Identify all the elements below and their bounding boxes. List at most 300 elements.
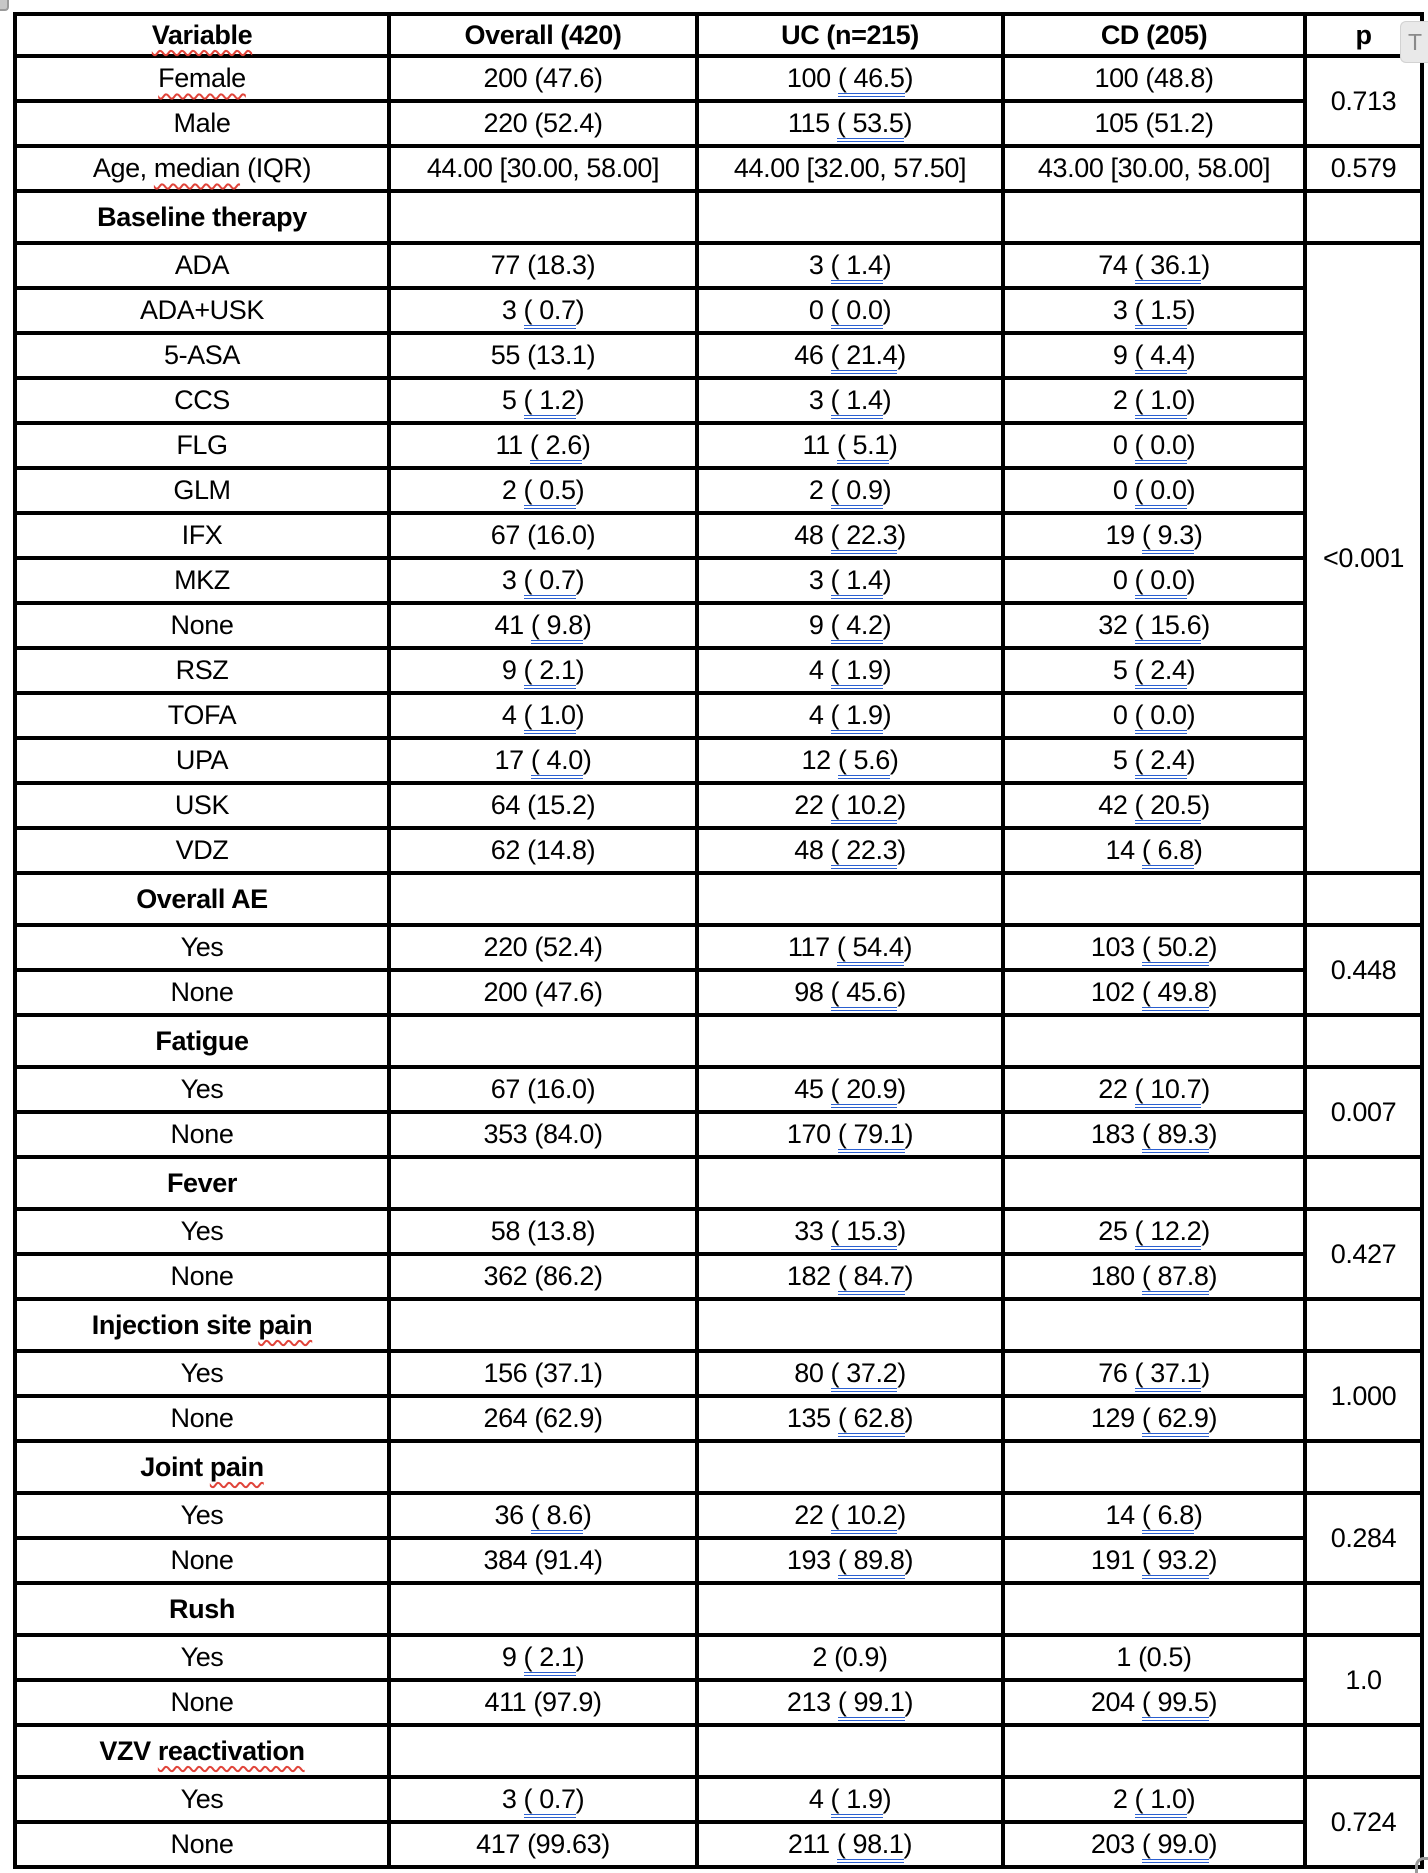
cell-overall: 220 (52.4) (389, 925, 697, 970)
cell-cd: 43.00 [30.00, 58.00] (1003, 146, 1305, 191)
cell-p-value: 0.579 (1305, 146, 1422, 191)
column-header: CD (205) (1003, 14, 1305, 56)
cell-p-value: 0.284 (1305, 1493, 1422, 1583)
table-row (15, 603, 1422, 648)
cell-overall: 9 ( 2.1) (389, 1635, 697, 1680)
cell-p-value (1305, 1725, 1422, 1777)
cell-overall: 55 (13.1) (389, 333, 697, 378)
grammar-underline: ( 1.5 (1135, 295, 1187, 329)
cell-cd (1003, 191, 1305, 243)
section-row (15, 191, 1422, 243)
cell-overall: 200 (47.6) (389, 56, 697, 101)
cell-overall: 3 ( 0.7) (389, 558, 697, 603)
row-label: Yes (15, 1493, 389, 1538)
grammar-underline: ( 1.9 (831, 1784, 883, 1818)
cell-cd: 105 (51.2) (1003, 101, 1305, 146)
section-label: Injection site pain (15, 1299, 389, 1351)
table-row (15, 1254, 1422, 1299)
section-row (15, 1441, 1422, 1493)
cell-uc: 98 ( 45.6) (697, 970, 1003, 1015)
column-header: p (1305, 14, 1422, 56)
grammar-underline: ( 22.3 (831, 520, 898, 554)
cell-uc: 12 ( 5.6) (697, 738, 1003, 783)
cell-uc: 182 ( 84.7) (697, 1254, 1003, 1299)
table-row (15, 1822, 1422, 1867)
cell-uc: 2 (0.9) (697, 1635, 1003, 1680)
section-row (15, 1583, 1422, 1635)
cell-overall (389, 873, 697, 925)
grammar-underline: ( 0.7 (524, 1784, 576, 1818)
cell-cd: 2 ( 1.0) (1003, 378, 1305, 423)
cell-uc (697, 191, 1003, 243)
cell-overall: 417 (99.63) (389, 1822, 697, 1867)
row-label: UPA (15, 738, 389, 783)
table-row (15, 738, 1422, 783)
table-row (15, 925, 1422, 970)
cell-uc: 2 ( 0.9) (697, 468, 1003, 513)
table-row (15, 513, 1422, 558)
row-label: Yes (15, 1351, 389, 1396)
cell-overall: 9 ( 2.1) (389, 648, 697, 693)
grammar-underline: ( 0.0 (1135, 475, 1187, 509)
row-label: None (15, 1396, 389, 1441)
cell-p-value (1305, 1015, 1422, 1067)
grammar-underline: ( 2.4 (1135, 655, 1187, 689)
cell-overall: 200 (47.6) (389, 970, 697, 1015)
row-label: FLG (15, 423, 389, 468)
grammar-underline: ( 98.1 (837, 1829, 904, 1863)
cell-p-value: 0.713 (1305, 56, 1422, 146)
column-header (15, 14, 389, 56)
section-label: VZV reactivation (15, 1725, 389, 1777)
cell-overall: 353 (84.0) (389, 1112, 697, 1157)
cell-overall: 264 (62.9) (389, 1396, 697, 1441)
cell-overall: 17 ( 4.0) (389, 738, 697, 783)
grammar-underline: ( 15.3 (831, 1216, 898, 1250)
grammar-underline: ( 4.4 (1135, 340, 1187, 374)
cell-cd (1003, 1157, 1305, 1209)
section-row (15, 873, 1422, 925)
table-row (15, 558, 1422, 603)
stats-table (13, 12, 1424, 1869)
cell-cd: 5 ( 2.4) (1003, 738, 1305, 783)
grammar-underline: ( 2.6 (530, 430, 582, 464)
table-row (15, 423, 1422, 468)
cell-uc: 4 ( 1.9) (697, 693, 1003, 738)
spellcheck-squiggle: median (153, 153, 241, 183)
grammar-underline: ( 1.9 (831, 700, 883, 734)
grammar-underline: ( 6.8 (1142, 1500, 1194, 1534)
spellcheck-squiggle: reactivation (157, 1735, 305, 1766)
grammar-underline: ( 12.2 (1135, 1216, 1202, 1250)
table-row (15, 56, 1422, 101)
cell-overall (389, 1299, 697, 1351)
grammar-underline: ( 21.4 (831, 340, 898, 374)
cell-cd: 42 ( 20.5) (1003, 783, 1305, 828)
grammar-underline: ( 89.8 (838, 1545, 905, 1579)
cell-overall: 362 (86.2) (389, 1254, 697, 1299)
grammar-underline: ( 0.7 (524, 565, 576, 599)
cell-p-value: <0.001 (1305, 243, 1422, 873)
cell-cd: 183 ( 89.3) (1003, 1112, 1305, 1157)
table-row (15, 1067, 1422, 1112)
table-move-handle-fragment (0, 0, 9, 11)
table-row (15, 1493, 1422, 1538)
table-row (15, 1112, 1422, 1157)
cell-uc: 44.00 [32.00, 57.50] (697, 146, 1003, 191)
cell-uc: 3 ( 1.4) (697, 378, 1003, 423)
cell-cd (1003, 1725, 1305, 1777)
section-label: Fever (15, 1157, 389, 1209)
table-row (15, 468, 1422, 513)
grammar-underline: ( 99.5 (1142, 1687, 1209, 1721)
cell-uc (697, 1157, 1003, 1209)
row-label: MKZ (15, 558, 389, 603)
table-row (15, 970, 1422, 1015)
cell-cd: 0 ( 0.0) (1003, 558, 1305, 603)
cell-overall: 67 (16.0) (389, 513, 697, 558)
grammar-underline: ( 2.1 (524, 1642, 576, 1676)
cell-p-value (1305, 873, 1422, 925)
grammar-underline: ( 62.9 (1142, 1403, 1209, 1437)
cell-uc: 135 ( 62.8) (697, 1396, 1003, 1441)
row-label: IFX (15, 513, 389, 558)
cell-overall: 67 (16.0) (389, 1067, 697, 1112)
grammar-underline: ( 49.8 (1142, 977, 1209, 1011)
grammar-underline: ( 37.2 (831, 1358, 898, 1392)
cell-overall: 2 ( 0.5) (389, 468, 697, 513)
cell-cd: 14 ( 6.8) (1003, 828, 1305, 873)
table-row (15, 101, 1422, 146)
row-label: CCS (15, 378, 389, 423)
table-row (15, 378, 1422, 423)
table-row (15, 146, 1422, 191)
cell-cd: 0 ( 0.0) (1003, 423, 1305, 468)
cell-overall (389, 1015, 697, 1067)
row-label: Yes (15, 1067, 389, 1112)
grammar-underline: ( 5.1 (837, 430, 889, 464)
cell-uc (697, 1583, 1003, 1635)
grammar-underline: ( 54.4 (837, 932, 904, 966)
cell-overall: 44.00 [30.00, 58.00] (389, 146, 697, 191)
cell-uc (697, 1299, 1003, 1351)
grammar-underline: ( 15.6 (1135, 610, 1202, 644)
cell-cd: 103 ( 50.2) (1003, 925, 1305, 970)
section-row (15, 1299, 1422, 1351)
grammar-underline: ( 2.1 (524, 655, 576, 689)
cell-p-value: 0.724 (1305, 1777, 1422, 1867)
cell-p-value (1305, 1583, 1422, 1635)
row-label: TOFA (15, 693, 389, 738)
grammar-underline: ( 79.1 (838, 1119, 905, 1153)
grammar-underline: ( 1.0 (1135, 1784, 1187, 1818)
grammar-underline: ( 20.9 (831, 1074, 898, 1108)
table-header (15, 14, 1422, 56)
row-label: Yes (15, 1635, 389, 1680)
grammar-underline: ( 50.2 (1142, 932, 1209, 966)
cell-uc: 80 ( 37.2) (697, 1351, 1003, 1396)
section-row (15, 1157, 1422, 1209)
cell-cd: 19 ( 9.3) (1003, 513, 1305, 558)
row-label: ADA+USK (15, 288, 389, 333)
spellcheck-squiggle: Variable (151, 19, 253, 50)
cell-uc: 0 ( 0.0) (697, 288, 1003, 333)
cell-cd: 5 ( 2.4) (1003, 648, 1305, 693)
table-row (15, 783, 1422, 828)
cell-cd: 32 ( 15.6) (1003, 603, 1305, 648)
cell-uc: 48 ( 22.3) (697, 513, 1003, 558)
grammar-underline: ( 46.5 (838, 63, 905, 97)
grammar-underline: ( 20.5 (1135, 790, 1202, 824)
cell-cd: 9 ( 4.4) (1003, 333, 1305, 378)
cell-p-value (1305, 1441, 1422, 1493)
cell-overall (389, 1157, 697, 1209)
row-label (15, 56, 389, 101)
row-label: Yes (15, 925, 389, 970)
cell-uc: 211 ( 98.1) (697, 1822, 1003, 1867)
grammar-underline: ( 0.5 (524, 475, 576, 509)
cell-cd (1003, 873, 1305, 925)
row-label: ADA (15, 243, 389, 288)
cell-cd: 102 ( 49.8) (1003, 970, 1305, 1015)
cell-p-value (1305, 1299, 1422, 1351)
floating-tag-label: T (1408, 28, 1423, 55)
row-label: None (15, 1680, 389, 1725)
cell-uc: 46 ( 21.4) (697, 333, 1003, 378)
table-row (15, 1351, 1422, 1396)
row-label: Male (15, 101, 389, 146)
section-label: Overall AE (15, 873, 389, 925)
grammar-underline: ( 9.8 (531, 610, 583, 644)
row-label: 5-ASA (15, 333, 389, 378)
cell-uc: 170 ( 79.1) (697, 1112, 1003, 1157)
grammar-underline: ( 4.2 (831, 610, 883, 644)
cell-cd: 1 (0.5) (1003, 1635, 1305, 1680)
grammar-underline: ( 1.4 (831, 565, 883, 599)
section-label: Fatigue (15, 1015, 389, 1067)
grammar-underline: ( 0.0 (1135, 430, 1187, 464)
row-label: None (15, 1254, 389, 1299)
cell-p-value: 1.0 (1305, 1635, 1422, 1725)
spellcheck-squiggle: Female (158, 63, 246, 93)
cell-overall: 62 (14.8) (389, 828, 697, 873)
cell-uc: 115 ( 53.5) (697, 101, 1003, 146)
grammar-underline: ( 0.0 (1135, 700, 1187, 734)
section-label: Rush (15, 1583, 389, 1635)
cell-overall (389, 1725, 697, 1777)
table-row (15, 693, 1422, 738)
table-row (15, 648, 1422, 693)
grammar-underline: ( 0.0 (1135, 565, 1187, 599)
cell-uc (697, 1015, 1003, 1067)
table-row (15, 288, 1422, 333)
grammar-underline: ( 5.6 (838, 745, 890, 779)
cell-uc: 4 ( 1.9) (697, 648, 1003, 693)
cell-cd: 100 (48.8) (1003, 56, 1305, 101)
cell-cd: 76 ( 37.1) (1003, 1351, 1305, 1396)
cell-cd: 0 ( 0.0) (1003, 693, 1305, 738)
column-header: UC (n=215) (697, 14, 1003, 56)
row-label: None (15, 603, 389, 648)
grammar-underline: ( 1.0 (1135, 385, 1187, 419)
floating-tag-button[interactable] (1400, 21, 1428, 63)
cell-cd (1003, 1583, 1305, 1635)
cell-cd: 180 ( 87.8) (1003, 1254, 1305, 1299)
cell-uc: 9 ( 4.2) (697, 603, 1003, 648)
grammar-underline: ( 1.4 (831, 250, 883, 284)
cell-overall: 3 ( 0.7) (389, 1777, 697, 1822)
grammar-underline: ( 87.8 (1142, 1261, 1209, 1295)
table-row (15, 1396, 1422, 1441)
cell-uc: 4 ( 1.9) (697, 1777, 1003, 1822)
cell-cd: 3 ( 1.5) (1003, 288, 1305, 333)
cell-uc: 33 ( 15.3) (697, 1209, 1003, 1254)
row-label: None (15, 1538, 389, 1583)
cell-uc: 22 ( 10.2) (697, 1493, 1003, 1538)
grammar-underline: ( 10.2 (831, 1500, 898, 1534)
cell-uc: 11 ( 5.1) (697, 423, 1003, 468)
grammar-underline: ( 45.6 (831, 977, 898, 1011)
cell-overall: 156 (37.1) (389, 1351, 697, 1396)
section-label: Joint pain (15, 1441, 389, 1493)
row-label: VDZ (15, 828, 389, 873)
grammar-underline: ( 62.8 (838, 1403, 905, 1437)
grammar-underline: ( 0.9 (831, 475, 883, 509)
cell-cd: 22 ( 10.7) (1003, 1067, 1305, 1112)
cell-cd (1003, 1299, 1305, 1351)
cell-p-value: 0.007 (1305, 1067, 1422, 1157)
cell-overall: 41 ( 9.8) (389, 603, 697, 648)
row-label: None (15, 970, 389, 1015)
cell-cd: 14 ( 6.8) (1003, 1493, 1305, 1538)
cell-uc: 48 ( 22.3) (697, 828, 1003, 873)
cell-overall: 3 ( 0.7) (389, 288, 697, 333)
grammar-underline: ( 1.2 (524, 385, 576, 419)
table-row (15, 1538, 1422, 1583)
grammar-underline: ( 99.0 (1142, 1829, 1209, 1863)
grammar-underline: ( 53.5 (837, 108, 904, 142)
cell-cd (1003, 1441, 1305, 1493)
grammar-underline: ( 1.4 (831, 385, 883, 419)
row-label: Yes (15, 1777, 389, 1822)
cell-overall (389, 191, 697, 243)
table-row (15, 1680, 1422, 1725)
section-label: Baseline therapy (15, 191, 389, 243)
cell-p-value: 1.000 (1305, 1351, 1422, 1441)
table-row (15, 1209, 1422, 1254)
grammar-underline: ( 99.1 (838, 1687, 905, 1721)
cell-uc: 193 ( 89.8) (697, 1538, 1003, 1583)
grammar-underline: ( 6.8 (1142, 835, 1194, 869)
cell-cd: 74 ( 36.1) (1003, 243, 1305, 288)
cell-cd: 203 ( 99.0) (1003, 1822, 1305, 1867)
spellcheck-squiggle: pain (258, 1309, 313, 1340)
cell-uc: 117 ( 54.4) (697, 925, 1003, 970)
cell-uc: 213 ( 99.1) (697, 1680, 1003, 1725)
cell-p-value (1305, 191, 1422, 243)
cell-uc (697, 1441, 1003, 1493)
header-row (15, 14, 1422, 56)
cell-overall: 36 ( 8.6) (389, 1493, 697, 1538)
table-row (15, 1777, 1422, 1822)
grammar-underline: ( 1.9 (831, 655, 883, 689)
grammar-underline: ( 8.6 (531, 1500, 583, 1534)
grammar-underline: ( 36.1 (1135, 250, 1202, 284)
row-label: Yes (15, 1209, 389, 1254)
cell-uc (697, 1725, 1003, 1777)
cell-overall (389, 1441, 697, 1493)
table-row (15, 828, 1422, 873)
cell-overall: 411 (97.9) (389, 1680, 697, 1725)
cell-overall: 220 (52.4) (389, 101, 697, 146)
table-resize-handle-fragment (1415, 1857, 1428, 1873)
grammar-underline: ( 89.3 (1142, 1119, 1209, 1153)
cell-overall: 5 ( 1.2) (389, 378, 697, 423)
cell-overall: 64 (15.2) (389, 783, 697, 828)
cell-uc: 22 ( 10.2) (697, 783, 1003, 828)
cell-uc: 45 ( 20.9) (697, 1067, 1003, 1112)
row-label: USK (15, 783, 389, 828)
grammar-underline: ( 37.1 (1135, 1358, 1202, 1392)
cell-cd: 25 ( 12.2) (1003, 1209, 1305, 1254)
grammar-underline: ( 9.3 (1142, 520, 1194, 554)
grammar-underline: ( 1.0 (524, 700, 576, 734)
row-label: GLM (15, 468, 389, 513)
table-row (15, 243, 1422, 288)
cell-uc: 3 ( 1.4) (697, 558, 1003, 603)
table-body (15, 56, 1422, 1867)
cell-overall: 58 (13.8) (389, 1209, 697, 1254)
spellcheck-squiggle: pain (209, 1451, 264, 1482)
table-row (15, 1635, 1422, 1680)
cell-uc (697, 873, 1003, 925)
row-label: RSZ (15, 648, 389, 693)
cell-cd: 0 ( 0.0) (1003, 468, 1305, 513)
cell-uc: 3 ( 1.4) (697, 243, 1003, 288)
cell-p-value (1305, 1157, 1422, 1209)
cell-overall: 11 ( 2.6) (389, 423, 697, 468)
grammar-underline: ( 84.7 (838, 1261, 905, 1295)
cell-cd: 191 ( 93.2) (1003, 1538, 1305, 1583)
grammar-underline: ( 4.0 (531, 745, 583, 779)
row-label: Age, median (IQR) (15, 146, 389, 191)
table-row (15, 333, 1422, 378)
cell-cd: 2 ( 1.0) (1003, 1777, 1305, 1822)
cell-overall (389, 1583, 697, 1635)
section-row (15, 1725, 1422, 1777)
column-header: Overall (420) (389, 14, 697, 56)
row-label: None (15, 1822, 389, 1867)
cell-p-value: 0.427 (1305, 1209, 1422, 1299)
grammar-underline: ( 0.7 (524, 295, 576, 329)
cell-cd: 204 ( 99.5) (1003, 1680, 1305, 1725)
grammar-underline: ( 22.3 (831, 835, 898, 869)
cell-uc: 100 ( 46.5) (697, 56, 1003, 101)
row-label: None (15, 1112, 389, 1157)
cell-overall: 4 ( 1.0) (389, 693, 697, 738)
grammar-underline: ( 0.0 (831, 295, 883, 329)
grammar-underline: ( 10.7 (1135, 1074, 1202, 1108)
cell-cd (1003, 1015, 1305, 1067)
cell-cd: 129 ( 62.9) (1003, 1396, 1305, 1441)
cell-overall: 384 (91.4) (389, 1538, 697, 1583)
cell-overall: 77 (18.3) (389, 243, 697, 288)
cell-p-value: 0.448 (1305, 925, 1422, 1015)
grammar-underline: ( 10.2 (831, 790, 898, 824)
grammar-underline: ( 2.4 (1135, 745, 1187, 779)
grammar-underline: ( 93.2 (1142, 1545, 1209, 1579)
section-row (15, 1015, 1422, 1067)
